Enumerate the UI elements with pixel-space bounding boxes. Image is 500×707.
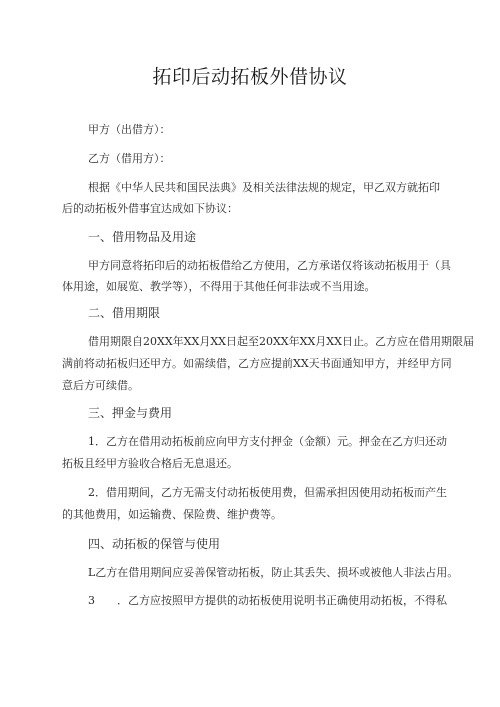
section-3-line-1: 1．乙方在借用动拓板前应向甲方支付押金（金额）元。押金在乙方归还动: [88, 435, 447, 448]
section-2-line-1: 借用期限自20XX年XX月XX日起至20XX年XX月XX日止。乙方应在借用期限届: [88, 335, 474, 348]
intro-paragraph-line-1: 根据《中华人民共和国民法典》及相关法律法规的规定，甲乙双方就拓印: [88, 181, 440, 194]
section-2-line-2: 满前将动拓板归还甲方。如需续借，乙方应提前XX天书面通知甲方，并经甲方同: [62, 357, 452, 370]
section-1-line-2: 体用途，如展览、教学等），不得用于其他任何非法或不当用途。: [62, 280, 376, 293]
section-4-line-1: L乙方在借用期间应妥善保管动拓板，防止其丢失、损坏或被他人非法占用。: [88, 566, 459, 579]
section-4-heading: 四、动拓板的保管与使用: [88, 537, 221, 551]
section-3-line-2: 拓板且经甲方验收合格后无息退还。: [62, 457, 238, 470]
document-title: 拓印后动拓板外借协议: [152, 66, 348, 88]
section-3-line-4: 的其他费用，如运输费、保险费、维护费等。: [62, 508, 282, 521]
party-b-label: 乙方（借用方）：: [88, 152, 171, 165]
section-1-line-1: 甲方同意将拓印后的动拓板借给乙方使用，乙方承诺仅将该动拓板用于（具: [88, 259, 451, 272]
intro-paragraph-line-2: 后的动拓板外借事宜达成如下协议：: [62, 202, 238, 215]
section-1-heading: 一、借用物品及用途: [88, 230, 197, 244]
section-3-heading: 三、押金与费用: [88, 406, 173, 420]
party-a-label: 甲方（出借方）：: [88, 123, 171, 136]
section-4-line-2: 3 ．乙方应按照甲方提供的动拓板使用说明书正确使用动拓板，不得私: [88, 594, 447, 607]
section-2-line-3: 意后方可续借。: [62, 379, 139, 392]
section-3-line-3: 2．借用期间，乙方无需支付动拓板使用费，但需承担因使用动拓板而产生: [88, 486, 447, 499]
section-2-heading: 二、借用期限: [88, 306, 161, 320]
